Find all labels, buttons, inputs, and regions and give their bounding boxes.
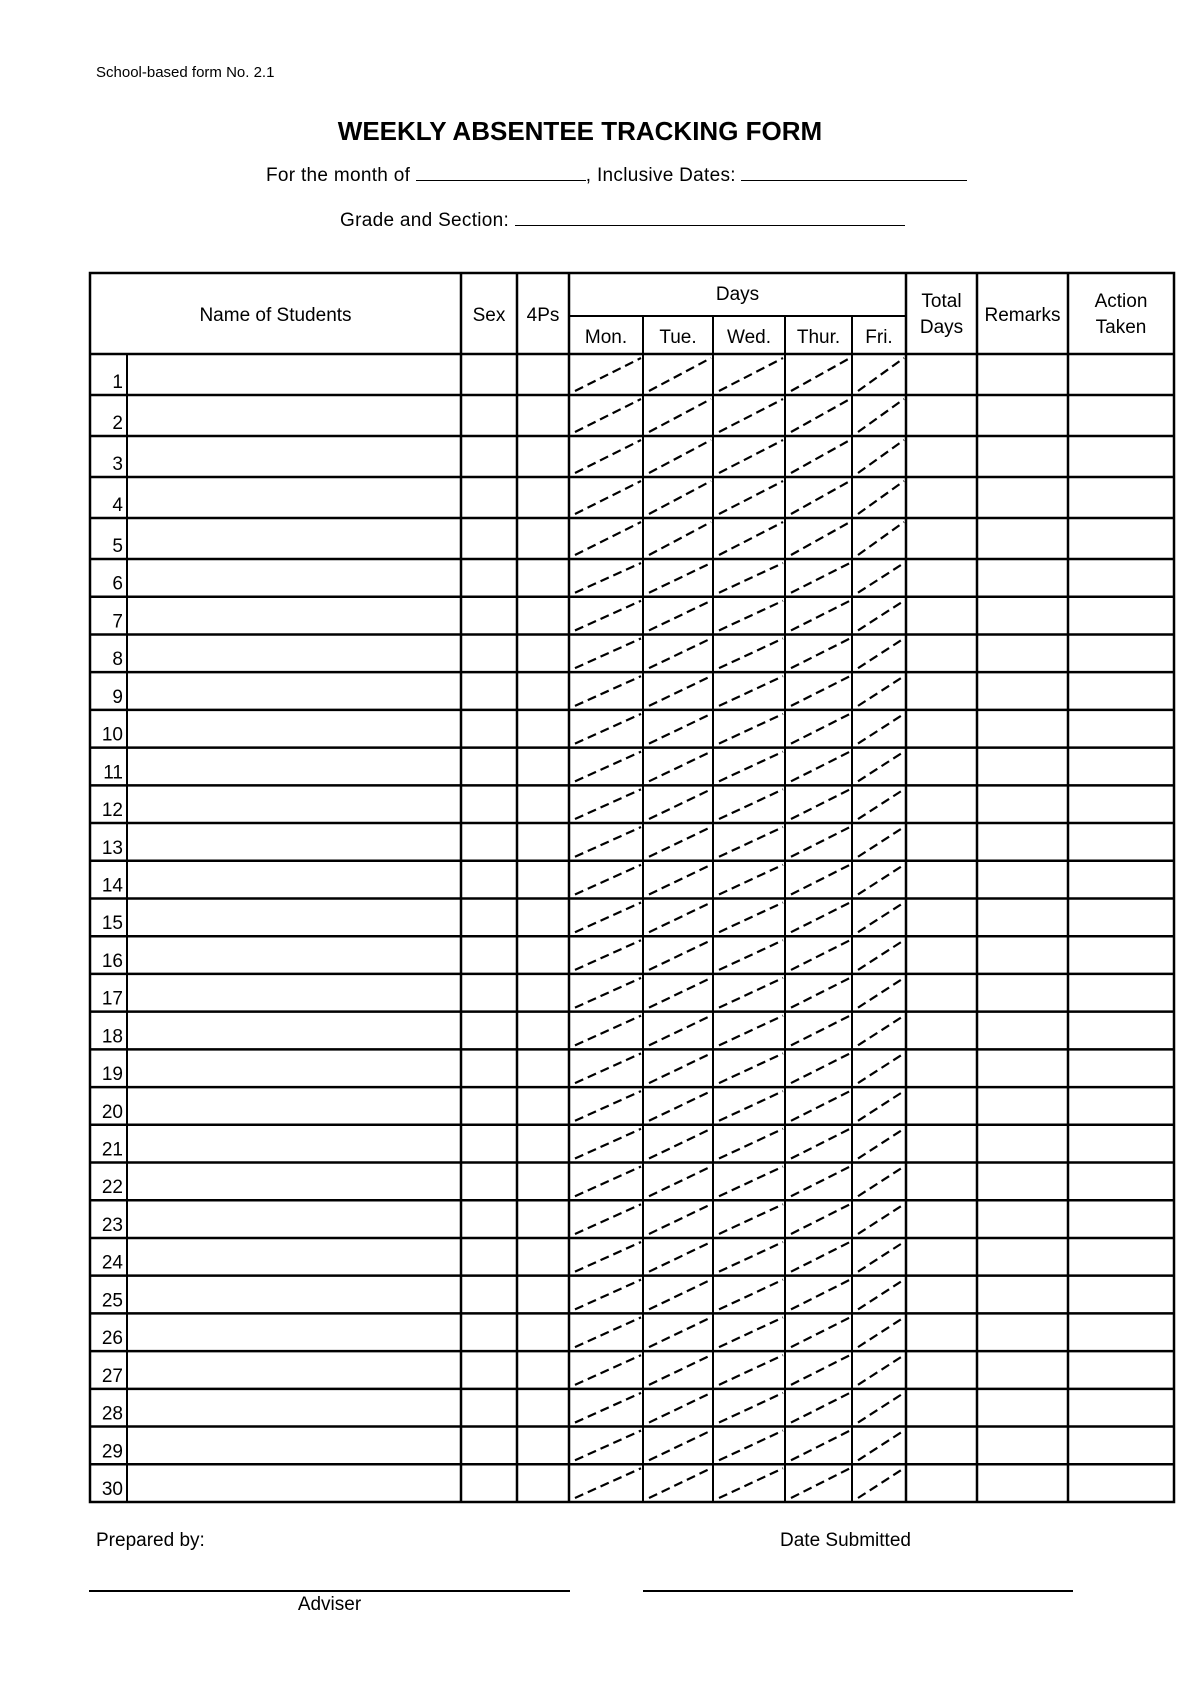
row-number: 14 [101,875,123,897]
day-cell-diagonal [858,1317,904,1347]
row-number: 9 [112,686,123,708]
day-cell-diagonal [858,1468,904,1498]
day-cell-diagonal [791,358,850,391]
day-cell-diagonal [791,978,850,1008]
day-cell-diagonal [719,940,783,970]
row-number: 26 [101,1328,123,1350]
row-number: 25 [101,1290,123,1312]
row-number: 8 [112,649,123,671]
day-cell-diagonal [858,902,904,932]
day-cell-diagonal [791,827,850,857]
day-cell-diagonal [719,789,783,819]
day-cell-diagonal [649,1053,711,1083]
header-total-days-line1: Total [921,291,962,312]
day-cell-diagonal [649,978,711,1008]
day-cell-diagonal [858,638,904,668]
day-cell-diagonal [719,1053,783,1083]
day-cell-diagonal [649,1431,711,1461]
day-cell-diagonal [719,865,783,895]
row-number: 27 [101,1365,123,1387]
day-cell-diagonal [719,1129,783,1159]
day-cell-diagonal [649,1317,711,1347]
day-cell-diagonal [575,563,641,593]
day-cell-diagonal [649,752,711,782]
grade-section-label: Grade and Section: [340,210,510,231]
day-cell-diagonal [791,1053,850,1083]
day-cell-diagonal [791,1468,850,1498]
header-day-4: Fri. [865,327,893,348]
day-cell-diagonal [719,1393,783,1423]
day-cell-diagonal [858,1053,904,1083]
header-action-taken-line1: Action [1094,291,1148,312]
adviser-signature-line[interactable] [89,1590,570,1592]
day-cell-diagonal [791,940,850,970]
day-cell-diagonal [791,1280,850,1310]
day-cell-diagonal [575,1167,641,1197]
header-action-taken-line2: Taken [1095,317,1147,338]
day-cell-diagonal [719,1280,783,1310]
day-cell-diagonal [575,1280,641,1310]
row-number: 16 [101,950,123,972]
day-cell-diagonal [791,440,850,473]
row-number: 1 [112,372,123,393]
header-day-1: Tue. [659,327,697,348]
table-frame [90,273,1174,1502]
day-cell-diagonal [719,1468,783,1498]
day-cell-diagonal [791,752,850,782]
row-number: 21 [101,1139,123,1161]
row-number: 13 [101,837,123,859]
inclusive-dates-label: , Inclusive Dates: [585,165,736,186]
day-cell-diagonal [649,481,711,514]
header-remarks: Remarks [984,305,1061,326]
day-cell-diagonal [858,940,904,970]
day-cell-diagonal [575,601,641,631]
day-cell-diagonal [575,1091,641,1121]
row-number: 12 [101,800,123,822]
day-cell-diagonal [649,1129,711,1159]
day-cell-diagonal [575,752,641,782]
row-number: 22 [101,1177,123,1199]
day-cell-diagonal [858,1355,904,1385]
day-cell-diagonal [575,399,641,432]
header-4ps: 4Ps [526,305,560,326]
day-cell-diagonal [575,1242,641,1272]
day-cell-diagonal [791,1204,850,1234]
day-cell-diagonal [719,481,783,514]
day-cell-diagonal [719,1317,783,1347]
row-number: 4 [112,495,123,516]
day-cell-diagonal [858,1393,904,1423]
row-number: 24 [101,1252,123,1274]
day-cell-diagonal [575,1355,641,1385]
day-cell-diagonal [791,1317,850,1347]
day-cell-diagonal [791,563,850,593]
row-number: 2 [112,413,123,434]
day-cell-diagonal [649,1167,711,1197]
day-cell-diagonal [719,1355,783,1385]
day-cell-diagonal [719,522,783,555]
day-cell-diagonal [575,940,641,970]
day-cell-diagonal [858,399,904,432]
header-days: Days [715,284,760,305]
row-number: 11 [103,762,123,784]
day-cell-diagonal [719,902,783,932]
day-cell-diagonal [791,522,850,555]
day-cell-diagonal [649,1242,711,1272]
day-cell-diagonal [649,1393,711,1423]
day-cell-diagonal [719,676,783,706]
day-cell-diagonal [649,789,711,819]
day-cell-diagonal [858,1431,904,1461]
day-cell-diagonal [791,481,850,514]
day-cell-diagonal [575,902,641,932]
day-cell-diagonal [858,676,904,706]
day-cell-diagonal [858,714,904,744]
day-cell-diagonal [649,399,711,432]
day-cell-diagonal [719,358,783,391]
row-number: 19 [101,1064,123,1086]
day-cell-diagonal [649,1355,711,1385]
day-cell-diagonal [649,676,711,706]
day-cell-diagonal [791,1355,850,1385]
day-cell-diagonal [575,1393,641,1423]
day-cell-diagonal [719,978,783,1008]
day-cell-diagonal [649,601,711,631]
day-cell-diagonal [575,481,641,514]
row-number: 29 [101,1441,123,1463]
day-cell-diagonal [575,1016,641,1046]
day-cell-diagonal [575,1053,641,1083]
day-cell-diagonal [575,1129,641,1159]
day-cell-diagonal [858,440,904,473]
day-cell-diagonal [858,1167,904,1197]
day-cell-diagonal [575,1431,641,1461]
day-cell-diagonal [575,522,641,555]
row-number: 18 [101,1026,123,1048]
day-cell-diagonal [649,440,711,473]
day-cell-diagonal [649,1091,711,1121]
row-number: 23 [101,1214,123,1236]
day-cell-diagonal [649,827,711,857]
day-cell-diagonal [719,1091,783,1121]
day-cell-diagonal [719,1431,783,1461]
day-cell-diagonal [719,1242,783,1272]
row-number: 6 [112,573,123,595]
day-cell-diagonal [575,638,641,668]
row-number: 20 [101,1101,123,1123]
day-cell-diagonal [858,752,904,782]
day-cell-diagonal [649,1204,711,1234]
prepared-by-label: Prepared by: [96,1530,205,1551]
header-day-3: Thur. [796,327,841,348]
row-number: 7 [112,611,123,633]
day-cell-diagonal [858,1242,904,1272]
day-cell-diagonal [791,1242,850,1272]
header-name-of-students: Name of Students [199,305,352,326]
day-cell-diagonal [791,601,850,631]
row-number: 15 [101,913,123,935]
day-cell-diagonal [791,1129,850,1159]
header-total-days-line2: Days [919,317,964,338]
day-cell-diagonal [649,1468,711,1498]
day-cell-diagonal [791,1167,850,1197]
date-submitted-line[interactable] [643,1590,1073,1592]
day-cell-diagonal [858,481,904,514]
day-cell-diagonal [719,1204,783,1234]
day-cell-diagonal [719,440,783,473]
day-cell-diagonal [575,714,641,744]
day-cell-diagonal [858,1204,904,1234]
form-number: School-based form No. 2.1 [96,64,275,81]
day-cell-diagonal [719,1167,783,1197]
day-cell-diagonal [858,601,904,631]
day-cell-diagonal [791,676,850,706]
month-label: For the month of [266,165,411,186]
day-cell-diagonal [575,789,641,819]
day-cell-diagonal [858,522,904,555]
day-cell-diagonal [791,1016,850,1046]
date-submitted-label: Date Submitted [780,1530,911,1551]
row-number: 30 [101,1479,123,1500]
day-cell-diagonal [858,563,904,593]
day-cell-diagonal [858,1091,904,1121]
day-cell-diagonal [791,865,850,895]
day-cell-diagonal [791,714,850,744]
day-cell-diagonal [791,1091,850,1121]
row-number: 17 [101,988,123,1010]
day-cell-diagonal [791,1431,850,1461]
day-cell-diagonal [649,522,711,555]
header-day-2: Wed. [726,327,772,348]
row-number: 3 [112,454,123,475]
day-cell-diagonal [791,399,850,432]
day-cell-diagonal [858,865,904,895]
day-cell-diagonal [575,440,641,473]
day-cell-diagonal [649,638,711,668]
day-cell-diagonal [575,358,641,391]
day-cell-diagonal [719,714,783,744]
header-sex: Sex [472,305,506,326]
day-cell-diagonal [858,1129,904,1159]
row-number: 28 [101,1403,123,1425]
day-cell-diagonal [575,865,641,895]
day-cell-diagonal [649,940,711,970]
day-cell-diagonal [649,865,711,895]
day-cell-diagonal [791,1393,850,1423]
day-cell-diagonal [719,638,783,668]
day-cell-diagonal [575,1317,641,1347]
day-cell-diagonal [719,399,783,432]
day-cell-diagonal [858,358,904,391]
day-cell-diagonal [649,1280,711,1310]
row-number: 5 [112,536,123,557]
day-cell-diagonal [858,1280,904,1310]
day-cell-diagonal [719,827,783,857]
day-cell-diagonal [719,1016,783,1046]
day-cell-diagonal [649,1016,711,1046]
day-cell-diagonal [791,902,850,932]
day-cell-diagonal [575,676,641,706]
day-cell-diagonal [575,827,641,857]
day-cell-diagonal [858,789,904,819]
day-cell-diagonal [858,827,904,857]
day-cell-diagonal [649,714,711,744]
day-cell-diagonal [719,752,783,782]
day-cell-diagonal [791,789,850,819]
day-cell-diagonal [575,1204,641,1234]
header-day-0: Mon. [584,327,628,348]
day-cell-diagonal [791,638,850,668]
form-title: WEEKLY ABSENTEE TRACKING FORM [337,116,823,146]
day-cell-diagonal [649,563,711,593]
day-cell-diagonal [575,1468,641,1498]
day-cell-diagonal [649,902,711,932]
row-number: 10 [101,724,123,746]
adviser-label: Adviser [297,1594,362,1615]
day-cell-diagonal [719,563,783,593]
day-cell-diagonal [858,978,904,1008]
day-cell-diagonal [575,978,641,1008]
day-cell-diagonal [649,358,711,391]
day-cell-diagonal [858,1016,904,1046]
day-cell-diagonal [719,601,783,631]
